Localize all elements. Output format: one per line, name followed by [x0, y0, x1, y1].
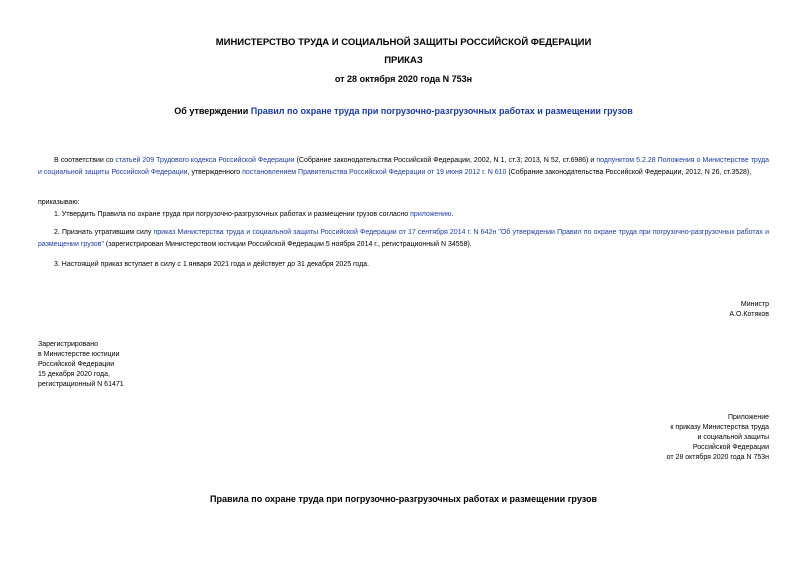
- item-2-text: 2. Признать утратившим силу: [54, 229, 154, 236]
- order-item-1: [38, 209, 769, 221]
- registration-line: в Министерстве юстиции: [38, 351, 120, 358]
- preamble-text-2: (Собрание законодательства Российской Федерации, 2002, N 1, ст.3; 2013, N 52, ст.6986) и: [294, 157, 597, 164]
- registration-line: 15 декабря 2020 года,: [38, 371, 110, 378]
- preamble-text-4: (Собрание законодательства Российской Федерации, 2012, N 26, ст.3528),: [506, 169, 752, 176]
- labor-code-link[interactable]: статьей 209 Трудового кодекса Российской Федерации: [115, 157, 295, 164]
- item-1-end: .: [451, 211, 454, 218]
- appendix-line: к приказу Министерства труда: [670, 424, 769, 431]
- ministry-title: МИНИСТЕРСТВО ТРУДА И СОЦИАЛЬНОЙ ЗАЩИТЫ РОССИЙСКОЙ ФЕДЕРАЦИИ: [215, 37, 592, 48]
- registration-block: [38, 340, 124, 390]
- appendix-block: [667, 413, 769, 463]
- subject-prefix: Об утверждении: [174, 106, 251, 116]
- rules-title: Правила по охране труда при погрузочно-разгрузочных работах и размещении грузов: [210, 494, 597, 504]
- signatory-position: Министр: [740, 301, 769, 308]
- appendix-line: от 28 октября 2020 года N 753н: [666, 454, 769, 461]
- signatory-name: А.О.Котяков: [729, 311, 769, 318]
- government-decree-link[interactable]: постановлением Правительства Российской Федерации от 19 июня 2012 г. N 610: [242, 169, 507, 176]
- subject-link[interactable]: Правил по охране труда при погрузочно-разгрузочных работах и размещении грузов: [250, 106, 633, 116]
- item-2-end: (зарегистрирован Министерством юстиции Российской Федерации 5 ноября 2014 г., регистрационный N 34558).: [103, 241, 472, 248]
- appendix-line: и социальной защиты: [697, 434, 769, 441]
- registration-line: Зарегистрировано: [38, 341, 98, 348]
- order-word: приказываю:: [38, 199, 80, 206]
- appendix-link[interactable]: приложению: [410, 211, 452, 218]
- document-date-number: от 28 октября 2020 года N 753н: [334, 74, 473, 84]
- order-item-2: [38, 227, 769, 251]
- regulation-link[interactable]: подпунктом 5.2.28 Положения о Министерстве труда и социальной защиты Российской Федерации: [38, 157, 769, 176]
- signature-block: [729, 300, 769, 320]
- registration-line: Российской Федерации: [38, 361, 115, 368]
- registration-line: регистрационный N 61471: [38, 381, 124, 388]
- document-subject: [0, 106, 807, 116]
- appendix-line: Приложение: [727, 414, 769, 421]
- document-type: ПРИКАЗ: [384, 55, 423, 66]
- preamble-text-3: , утвержденного: [187, 169, 243, 176]
- appendix-line: Российской Федерации: [692, 444, 769, 451]
- item-1-text: 1. Утвердить Правила по охране труда при погрузочно-разгрузочных работах и размещении грузов согласно: [54, 211, 411, 218]
- order-item-3: 3. Настоящий приказ вступает в силу с 1 января 2021 года и действует до 31 декабря 2025 года.: [54, 261, 370, 268]
- preamble-text-1: В соответствии со: [54, 157, 116, 164]
- repealed-order-link[interactable]: приказ Министерства труда и социальной защиты Российской Федерации от 17 сентября 2014 г. N 642н "Об утверждении Правил по охране труда при погрузочно-разгрузочных работах и размещении грузов": [38, 229, 769, 248]
- preamble-paragraph: [38, 155, 769, 179]
